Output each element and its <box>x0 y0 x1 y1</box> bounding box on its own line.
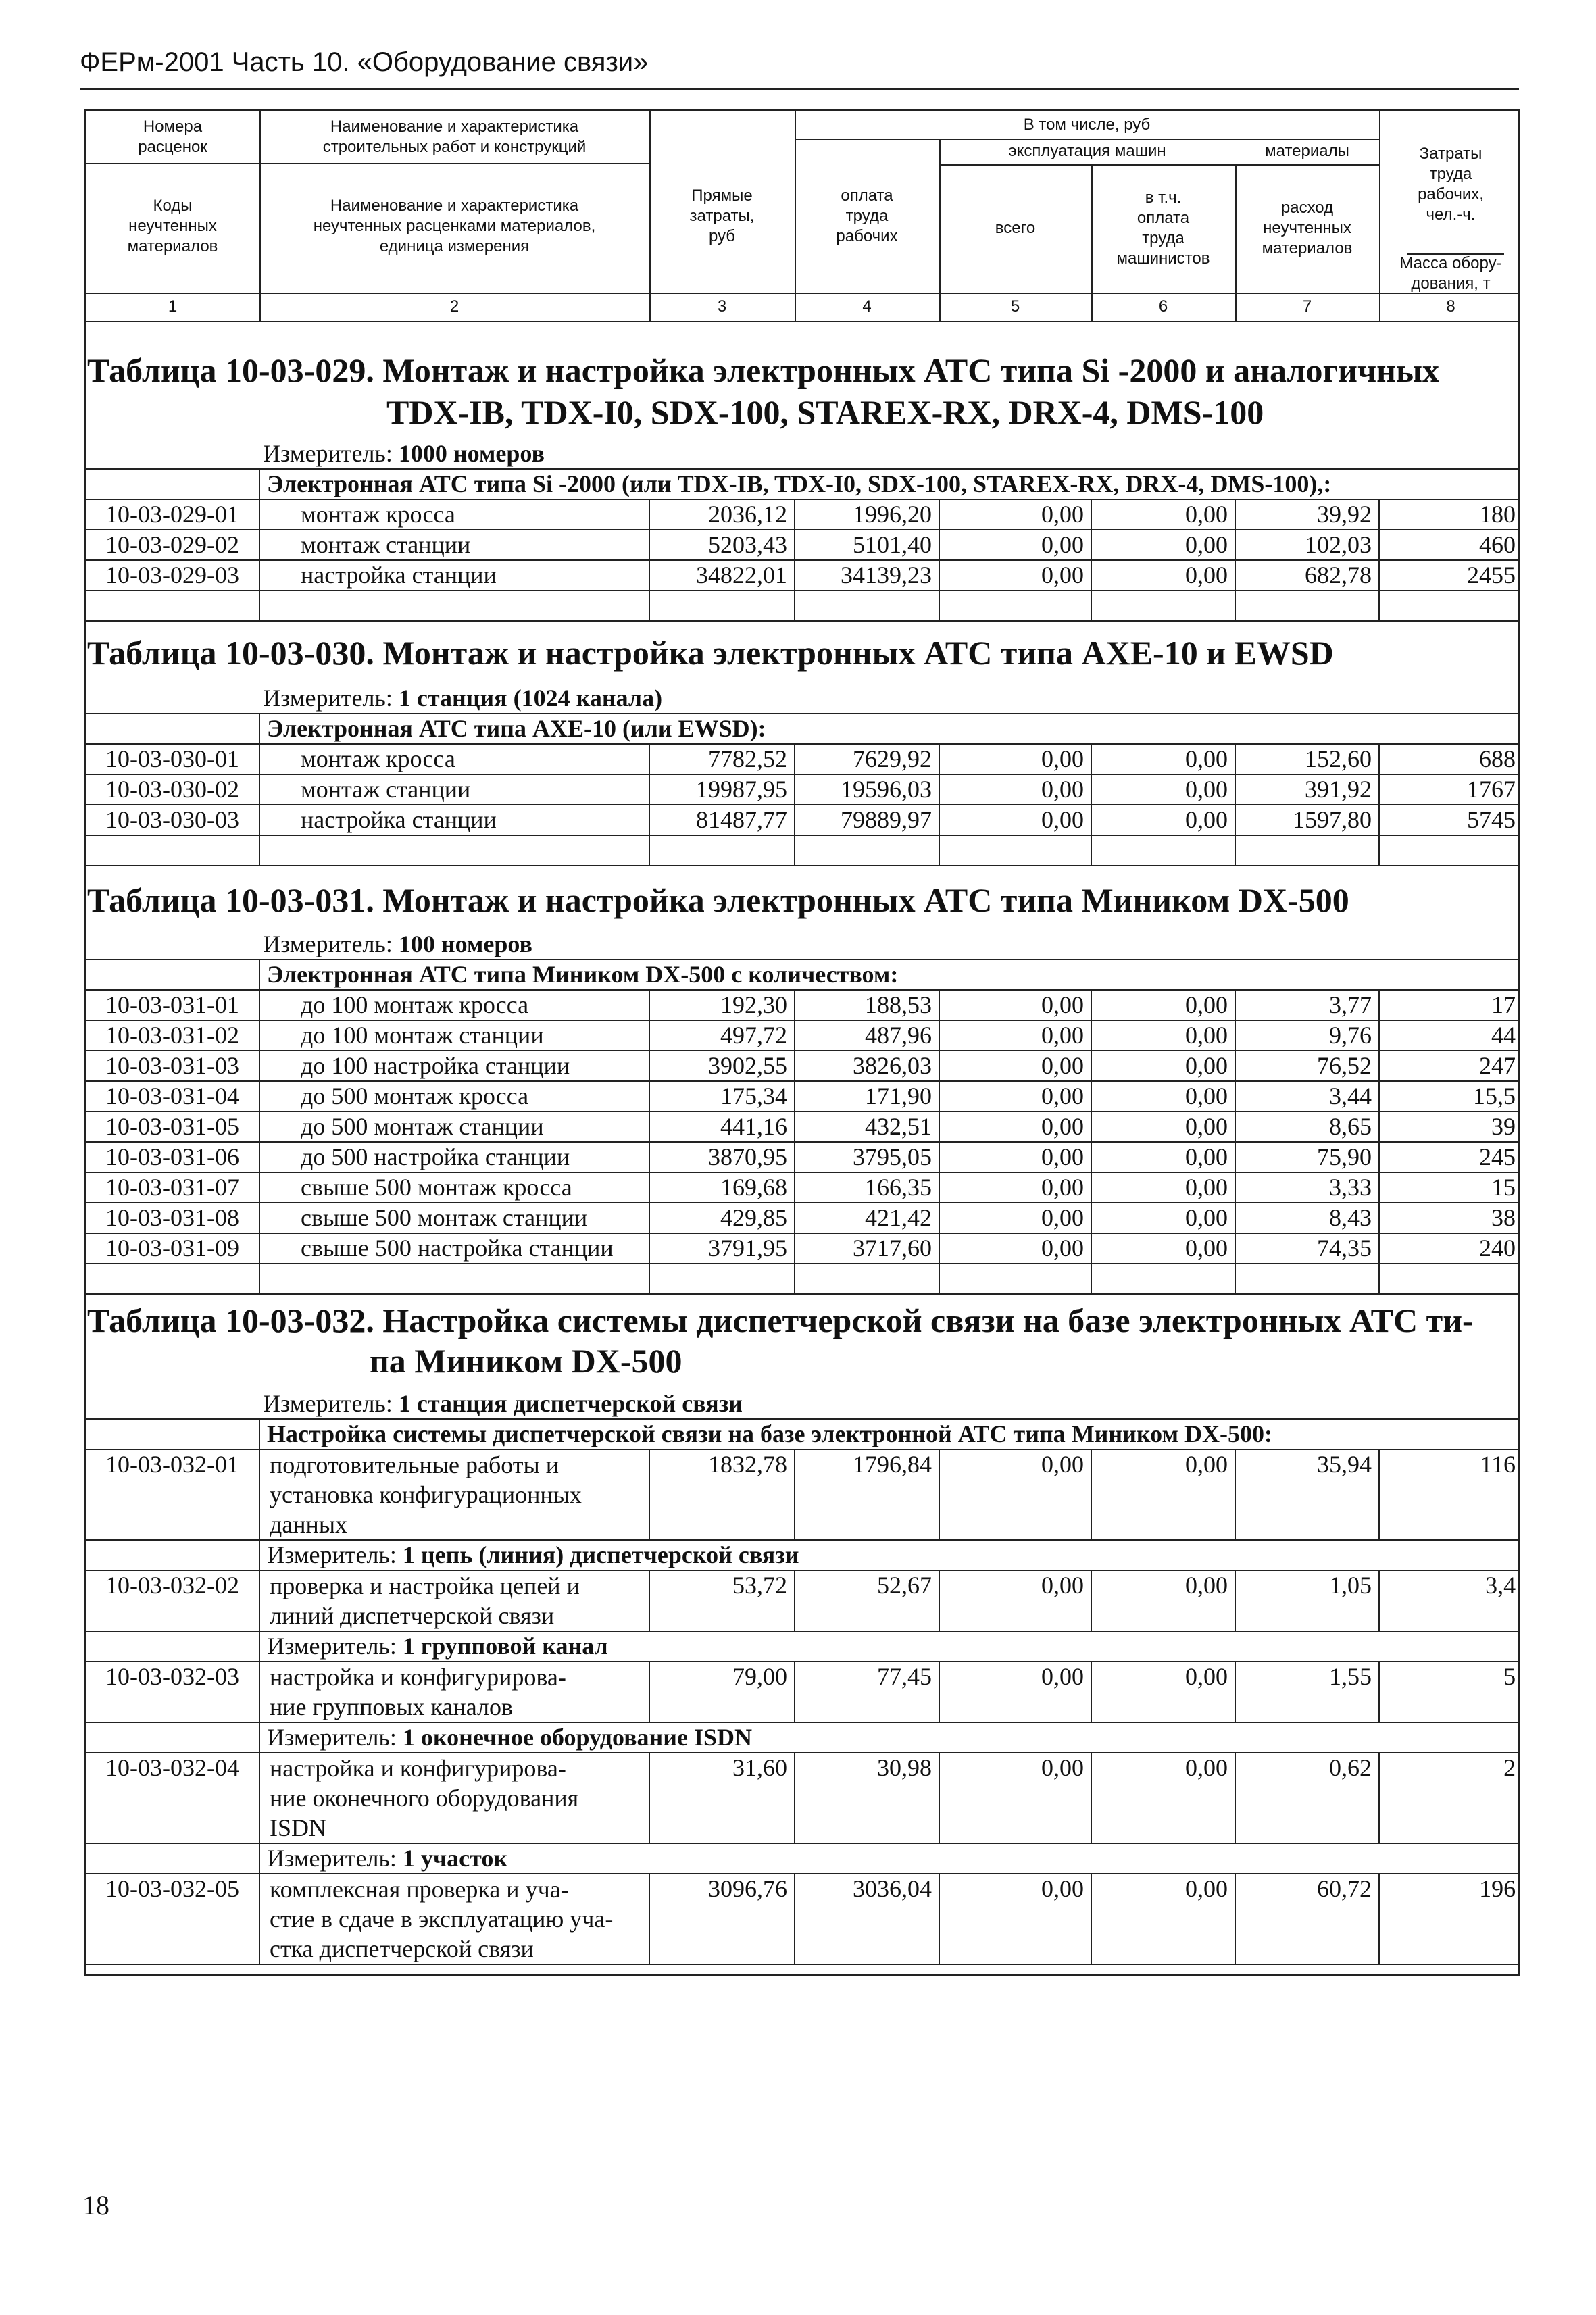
labor-costs: 247 <box>1379 1051 1520 1081</box>
direct-costs: 34822,01 <box>649 560 795 591</box>
group-code-cell <box>86 469 259 499</box>
direct-costs: 175,34 <box>649 1081 795 1112</box>
spacer-cell <box>795 1264 939 1294</box>
table-row <box>86 805 1520 835</box>
measure-value: 1 групповой канал <box>402 1633 608 1660</box>
work-name: настройка и конфигурирова- ние оконечного оборудования ISDN <box>259 1753 649 1843</box>
measure-code-cell <box>86 1722 259 1753</box>
machine-total: 0,00 <box>939 1081 1091 1112</box>
measure-label: Измеритель: <box>267 1724 403 1751</box>
group-title: Электронная АТС типа Миником DX-500 с количеством: <box>259 960 1520 990</box>
header-rate-numbers: Номера расценок <box>138 118 207 156</box>
direct-costs: 497,72 <box>649 1020 795 1051</box>
rate-code: 10-03-030-01 <box>86 744 259 774</box>
header-work-name: Наименование и характеристика строительных работ и конструкций <box>322 118 587 156</box>
materials: 75,90 <box>1235 1142 1379 1172</box>
labor-costs: 17 <box>1379 990 1520 1020</box>
group-title: Электронная АТС типа AXE-10 (или EWSD): <box>259 714 1520 744</box>
spacer-row <box>86 835 1520 866</box>
page-number: 18 <box>82 2190 109 2220</box>
direct-costs: 79,00 <box>649 1662 795 1722</box>
materials: 391,92 <box>1235 774 1379 805</box>
spacer-cell <box>86 1264 259 1294</box>
table-032-title-line1: Таблица 10-03-032. Настройка системы диспетчерской связи на базе электронных АТС ти- <box>87 1299 1520 1341</box>
direct-costs: 31,60 <box>649 1753 795 1843</box>
table-row <box>86 1112 1520 1142</box>
measure-row <box>86 1843 1520 1874</box>
rate-code: 10-03-031-04 <box>86 1081 259 1112</box>
measure-value: 100 номеров <box>398 930 532 957</box>
work-name: монтаж станции <box>259 530 649 560</box>
measure-value: 1 цепь (линия) диспетчерской связи <box>402 1541 799 1568</box>
column-number: 5 <box>1010 297 1020 316</box>
rate-code: 10-03-030-02 <box>86 774 259 805</box>
measure-code-cell <box>86 1540 259 1570</box>
rate-code: 10-03-031-07 <box>86 1172 259 1203</box>
work-name: свыше 500 настройка станции <box>259 1233 649 1264</box>
labor-costs: 196 <box>1379 1874 1520 1964</box>
measure-label: Измеритель: <box>263 930 399 957</box>
machine-total: 0,00 <box>939 744 1091 774</box>
table-row <box>86 1081 1520 1112</box>
worker-pay: 3795,05 <box>795 1142 939 1172</box>
worker-pay: 188,53 <box>795 990 939 1020</box>
machine-total: 0,00 <box>939 1662 1091 1722</box>
row-divider <box>259 163 649 164</box>
table-row <box>86 1449 1520 1540</box>
header-material-codes: Коды неучтенных материалов <box>127 197 218 255</box>
labor-costs: 5745 <box>1379 805 1520 835</box>
operator-pay: 0,00 <box>1091 1203 1235 1233</box>
direct-costs: 192,30 <box>649 990 795 1020</box>
operator-pay: 0,00 <box>1091 1874 1235 1964</box>
materials: 74,35 <box>1235 1233 1379 1264</box>
materials: 9,76 <box>1235 1020 1379 1051</box>
worker-pay: 421,42 <box>795 1203 939 1233</box>
table-029 <box>86 468 1520 622</box>
materials: 60,72 <box>1235 1874 1379 1964</box>
group-title: Электронная АТС типа Si -2000 (или TDX-IB, TDX-I0, SDX-100, STAREX-RX, DRX-4, DMS-100),: <box>259 469 1520 499</box>
group-row <box>86 960 1520 990</box>
spacer-cell <box>1235 1264 1379 1294</box>
machine-total: 0,00 <box>939 1233 1091 1264</box>
table-row <box>86 1233 1520 1264</box>
table-030-measure <box>263 683 662 713</box>
spacer-cell <box>86 591 259 621</box>
column-number: 4 <box>862 297 872 316</box>
spacer-cell <box>795 835 939 866</box>
machine-total: 0,00 <box>939 990 1091 1020</box>
operator-pay: 0,00 <box>1091 1112 1235 1142</box>
direct-costs: 81487,77 <box>649 805 795 835</box>
materials: 1,55 <box>1235 1662 1379 1722</box>
header-operator-pay: в т.ч. оплата труда машинистов <box>1116 189 1210 268</box>
table-032-title-line2: па Миником DX-500 <box>370 1342 682 1380</box>
row-divider <box>86 163 259 164</box>
worker-pay: 1796,84 <box>795 1449 939 1540</box>
spacer-cell <box>259 1264 649 1294</box>
work-name: свыше 500 монтаж станции <box>259 1203 649 1233</box>
spacer-cell <box>1091 1264 1235 1294</box>
materials: 1,05 <box>1235 1570 1379 1631</box>
measure-value: 1 оконечное оборудование ISDN <box>402 1724 753 1751</box>
machine-total: 0,00 <box>939 1172 1091 1203</box>
materials: 8,43 <box>1235 1203 1379 1233</box>
operator-pay: 0,00 <box>1091 1081 1235 1112</box>
work-name: свыше 500 монтаж кросса <box>259 1172 649 1203</box>
measure-row <box>86 1540 1520 1570</box>
direct-costs: 3870,95 <box>649 1142 795 1172</box>
operator-pay: 0,00 <box>1091 1570 1235 1631</box>
column-header <box>86 111 1518 321</box>
column-number: 2 <box>449 297 459 316</box>
header-rule <box>80 88 1519 90</box>
header-machine-operation: эксплуатация машин <box>1008 142 1166 160</box>
operator-pay: 0,00 <box>1091 990 1235 1020</box>
worker-pay: 77,45 <box>795 1662 939 1722</box>
operator-pay: 0,00 <box>1091 1020 1235 1051</box>
rate-code: 10-03-030-03 <box>86 805 259 835</box>
measure-value: 1 участок <box>402 1845 508 1872</box>
machine-total: 0,00 <box>939 560 1091 591</box>
measure-cell <box>259 1540 1520 1570</box>
operator-pay: 0,00 <box>1091 1753 1235 1843</box>
measure-cell <box>259 1722 1520 1753</box>
labor-costs: 39 <box>1379 1112 1520 1142</box>
group-code-cell <box>86 1419 259 1449</box>
rate-code: 10-03-031-05 <box>86 1112 259 1142</box>
work-name: до 500 настройка станции <box>259 1142 649 1172</box>
direct-costs: 7782,52 <box>649 744 795 774</box>
machine-total: 0,00 <box>939 1112 1091 1142</box>
table-030 <box>86 713 1520 866</box>
spacer-cell <box>939 591 1091 621</box>
direct-costs: 3902,55 <box>649 1051 795 1081</box>
worker-pay: 3826,03 <box>795 1051 939 1081</box>
spacer-cell <box>1235 835 1379 866</box>
table-row <box>86 1203 1520 1233</box>
worker-pay: 487,96 <box>795 1020 939 1051</box>
spacer-cell <box>795 591 939 621</box>
direct-costs: 1832,78 <box>649 1449 795 1540</box>
rate-code: 10-03-031-06 <box>86 1142 259 1172</box>
labor-costs: 2455 <box>1379 560 1520 591</box>
worker-pay: 52,67 <box>795 1570 939 1631</box>
spacer-cell <box>939 835 1091 866</box>
rate-code: 10-03-031-08 <box>86 1203 259 1233</box>
column-number: 7 <box>1302 297 1312 316</box>
group-code-cell <box>86 960 259 990</box>
rate-code: 10-03-031-09 <box>86 1233 259 1264</box>
work-name: настройка и конфигурирова- ние групповых каналов <box>259 1662 649 1722</box>
labor-costs: 44 <box>1379 1020 1520 1051</box>
column-number: 1 <box>168 297 178 316</box>
work-name: до 100 монтаж станции <box>259 1020 649 1051</box>
group-title: Настройка системы диспетчерской связи на базе электронной АТС типа Миником DX-500: <box>259 1419 1520 1449</box>
direct-costs: 19987,95 <box>649 774 795 805</box>
header-including: В том числе, руб <box>1023 116 1151 134</box>
machine-total: 0,00 <box>939 1203 1091 1233</box>
machine-total: 0,00 <box>939 530 1091 560</box>
labor-costs: 15,5 <box>1379 1081 1520 1112</box>
measure-value: 1 станция (1024 канала) <box>398 684 663 712</box>
machine-total: 0,00 <box>939 774 1091 805</box>
work-name: монтаж кросса <box>259 744 649 774</box>
spacer-cell <box>1091 835 1235 866</box>
rate-code: 10-03-032-04 <box>86 1753 259 1843</box>
table-row <box>86 499 1520 530</box>
direct-costs: 53,72 <box>649 1570 795 1631</box>
work-name: комплексная проверка и уча- стие в сдаче в эксплуатацию уча- стка диспетчерской связи <box>259 1874 649 1964</box>
labor-costs: 460 <box>1379 530 1520 560</box>
operator-pay: 0,00 <box>1091 1172 1235 1203</box>
materials: 39,92 <box>1235 499 1379 530</box>
worker-pay: 432,51 <box>795 1112 939 1142</box>
spacer-cell <box>1091 591 1235 621</box>
work-name: до 500 монтаж кросса <box>259 1081 649 1112</box>
labor-costs: 240 <box>1379 1233 1520 1264</box>
work-name: до 100 монтаж кросса <box>259 990 649 1020</box>
rate-code: 10-03-031-01 <box>86 990 259 1020</box>
worker-pay: 19596,03 <box>795 774 939 805</box>
materials: 8,65 <box>1235 1112 1379 1142</box>
materials: 3,33 <box>1235 1172 1379 1203</box>
worker-pay: 79889,97 <box>795 805 939 835</box>
table-031-measure <box>263 929 532 959</box>
direct-costs: 3791,95 <box>649 1233 795 1264</box>
operator-pay: 0,00 <box>1091 1662 1235 1722</box>
table-row <box>86 1020 1520 1051</box>
measure-label: Измеритель: <box>267 1541 403 1568</box>
work-name: настройка станции <box>259 805 649 835</box>
measure-value: 1 станция диспетчерской связи <box>398 1390 743 1417</box>
column-number: 6 <box>1158 297 1168 316</box>
worker-pay: 5101,40 <box>795 530 939 560</box>
measure-label: Измеритель: <box>263 440 399 467</box>
measure-code-cell <box>86 1843 259 1874</box>
machine-total: 0,00 <box>939 805 1091 835</box>
machine-total: 0,00 <box>939 1874 1091 1964</box>
materials: 76,52 <box>1235 1051 1379 1081</box>
column-number: 3 <box>717 297 727 316</box>
rate-code: 10-03-029-03 <box>86 560 259 591</box>
table-031 <box>86 959 1520 1295</box>
rate-code: 10-03-032-05 <box>86 1874 259 1964</box>
operator-pay: 0,00 <box>1091 1051 1235 1081</box>
worker-pay: 7629,92 <box>795 744 939 774</box>
labor-costs: 2 <box>1379 1753 1520 1843</box>
work-name: монтаж кросса <box>259 499 649 530</box>
worker-pay: 3036,04 <box>795 1874 939 1964</box>
table-row <box>86 1874 1520 1964</box>
spacer-row <box>86 591 1520 621</box>
group-row <box>86 469 1520 499</box>
header-material-name: Наименование и характеристика неучтенных расценками материалов, единица измерения <box>313 197 596 255</box>
work-name: до 500 монтаж станции <box>259 1112 649 1142</box>
direct-costs: 5203,43 <box>649 530 795 560</box>
header-equipment-mass: Масса обору- дования, т <box>1399 254 1502 293</box>
machine-total: 0,00 <box>939 1142 1091 1172</box>
spacer-cell <box>86 835 259 866</box>
machine-total: 0,00 <box>939 1020 1091 1051</box>
group-row <box>86 714 1520 744</box>
operator-pay: 0,00 <box>1091 1233 1235 1264</box>
table-row <box>86 1662 1520 1722</box>
table-row <box>86 990 1520 1020</box>
materials: 102,03 <box>1235 530 1379 560</box>
table-032-measure-1 <box>263 1389 743 1418</box>
header-bottom-rule <box>86 321 1518 322</box>
table-row <box>86 560 1520 591</box>
table-row <box>86 530 1520 560</box>
rate-code: 10-03-032-01 <box>86 1449 259 1540</box>
direct-costs: 429,85 <box>649 1203 795 1233</box>
spacer-cell <box>649 1264 795 1294</box>
direct-costs: 169,68 <box>649 1172 795 1203</box>
measure-label: Измеритель: <box>263 684 399 712</box>
materials: 1597,80 <box>1235 805 1379 835</box>
direct-costs: 3096,76 <box>649 1874 795 1964</box>
materials: 152,60 <box>1235 744 1379 774</box>
operator-pay: 0,00 <box>1091 1449 1235 1540</box>
table-row <box>86 1753 1520 1843</box>
table-row <box>86 1570 1520 1631</box>
measure-label: Измеритель: <box>267 1633 403 1660</box>
labor-costs: 1767 <box>1379 774 1520 805</box>
measure-row <box>86 1631 1520 1662</box>
measure-row <box>86 1722 1520 1753</box>
table-030-title: Таблица 10-03-030. Монтаж и настройка электронных АТС типа AXE-10 и EWSD <box>87 632 1520 674</box>
header-machine-total: всего <box>995 219 1036 237</box>
spacer-cell <box>259 835 649 866</box>
measure-label: Измеритель: <box>267 1845 403 1872</box>
machine-total: 0,00 <box>939 1051 1091 1081</box>
materials: 3,44 <box>1235 1081 1379 1112</box>
operator-pay: 0,00 <box>1091 499 1235 530</box>
header-materials: материалы <box>1265 142 1349 160</box>
spacer-cell <box>1379 1264 1520 1294</box>
table-row <box>86 744 1520 774</box>
labor-costs: 688 <box>1379 744 1520 774</box>
labor-costs: 15 <box>1379 1172 1520 1203</box>
spacer-cell <box>649 835 795 866</box>
labor-costs: 116 <box>1379 1449 1520 1540</box>
operator-pay: 0,00 <box>1091 530 1235 560</box>
header-labor-costs: Затраты труда рабочих, чел.-ч. <box>1418 145 1484 224</box>
materials: 3,77 <box>1235 990 1379 1020</box>
measure-code-cell <box>86 1631 259 1662</box>
spacer-cell <box>1379 835 1520 866</box>
rates-table-frame <box>84 109 1520 1976</box>
materials: 682,78 <box>1235 560 1379 591</box>
rate-code: 10-03-031-03 <box>86 1051 259 1081</box>
operator-pay: 0,00 <box>1091 774 1235 805</box>
work-name: настройка станции <box>259 560 649 591</box>
header-unaccounted-materials: расход неучтенных материалов <box>1262 199 1353 257</box>
spacer-cell <box>259 591 649 621</box>
machine-total: 0,00 <box>939 499 1091 530</box>
operator-pay: 0,00 <box>1091 805 1235 835</box>
direct-costs: 2036,12 <box>649 499 795 530</box>
worker-pay: 1996,20 <box>795 499 939 530</box>
measure-cell <box>259 1843 1520 1874</box>
materials: 35,94 <box>1235 1449 1379 1540</box>
spacer-cell <box>649 591 795 621</box>
table-row <box>86 1142 1520 1172</box>
labor-costs: 5 <box>1379 1662 1520 1722</box>
work-name: проверка и настройка цепей и линий диспетчерской связи <box>259 1570 649 1631</box>
table-029-measure <box>263 439 545 468</box>
spacer-row <box>86 1264 1520 1294</box>
spacer-cell <box>1235 591 1379 621</box>
labor-costs: 180 <box>1379 499 1520 530</box>
machine-total: 0,00 <box>939 1449 1091 1540</box>
work-name: монтаж станции <box>259 774 649 805</box>
operator-pay: 0,00 <box>1091 560 1235 591</box>
work-name: до 100 настройка станции <box>259 1051 649 1081</box>
materials: 0,62 <box>1235 1753 1379 1843</box>
header-worker-pay: оплата труда рабочих <box>836 186 898 245</box>
worker-pay: 34139,23 <box>795 560 939 591</box>
work-name: подготовительные работы и установка конфигурационных данных <box>259 1449 649 1540</box>
spacer-cell <box>939 1264 1091 1294</box>
table-row <box>86 1051 1520 1081</box>
header-direct-costs: Прямые затраты, руб <box>689 186 755 245</box>
rate-code: 10-03-031-02 <box>86 1020 259 1051</box>
operator-pay: 0,00 <box>1091 744 1235 774</box>
page-header: ФЕРм-2001 Часть 10. «Оборудование связи» <box>80 47 649 77</box>
table-row <box>86 1172 1520 1203</box>
table-row <box>86 774 1520 805</box>
labor-costs: 38 <box>1379 1203 1520 1233</box>
table-032 <box>86 1418 1520 1965</box>
worker-pay: 30,98 <box>795 1753 939 1843</box>
rate-code: 10-03-032-03 <box>86 1662 259 1722</box>
group-row <box>86 1419 1520 1449</box>
spacer-cell <box>1379 591 1520 621</box>
worker-pay: 166,35 <box>795 1172 939 1203</box>
measure-label: Измеритель: <box>263 1390 399 1417</box>
labor-costs: 245 <box>1379 1142 1520 1172</box>
table-029-title-line1: Таблица 10-03-029. Монтаж и настройка электронных АТС типа Si -2000 и аналогичных <box>87 351 1440 389</box>
group-code-cell <box>86 714 259 744</box>
operator-pay: 0,00 <box>1091 1142 1235 1172</box>
rate-code: 10-03-032-02 <box>86 1570 259 1631</box>
worker-pay: 3717,60 <box>795 1233 939 1264</box>
table-029-title-line2: TDX-IB, TDX-I0, SDX-100, STAREX-RX, DRX-4, DMS-100 <box>386 393 1264 431</box>
worker-pay: 171,90 <box>795 1081 939 1112</box>
rate-code: 10-03-029-01 <box>86 499 259 530</box>
measure-value: 1000 номеров <box>398 440 545 467</box>
machine-total: 0,00 <box>939 1570 1091 1631</box>
machine-total: 0,00 <box>939 1753 1091 1843</box>
column-number: 8 <box>1446 297 1455 316</box>
table-031-title: Таблица 10-03-031. Монтаж и настройка электронных АТС типа Миником DX-500 <box>87 879 1520 921</box>
rate-code: 10-03-029-02 <box>86 530 259 560</box>
measure-cell <box>259 1631 1520 1662</box>
direct-costs: 441,16 <box>649 1112 795 1142</box>
labor-costs: 3,4 <box>1379 1570 1520 1631</box>
